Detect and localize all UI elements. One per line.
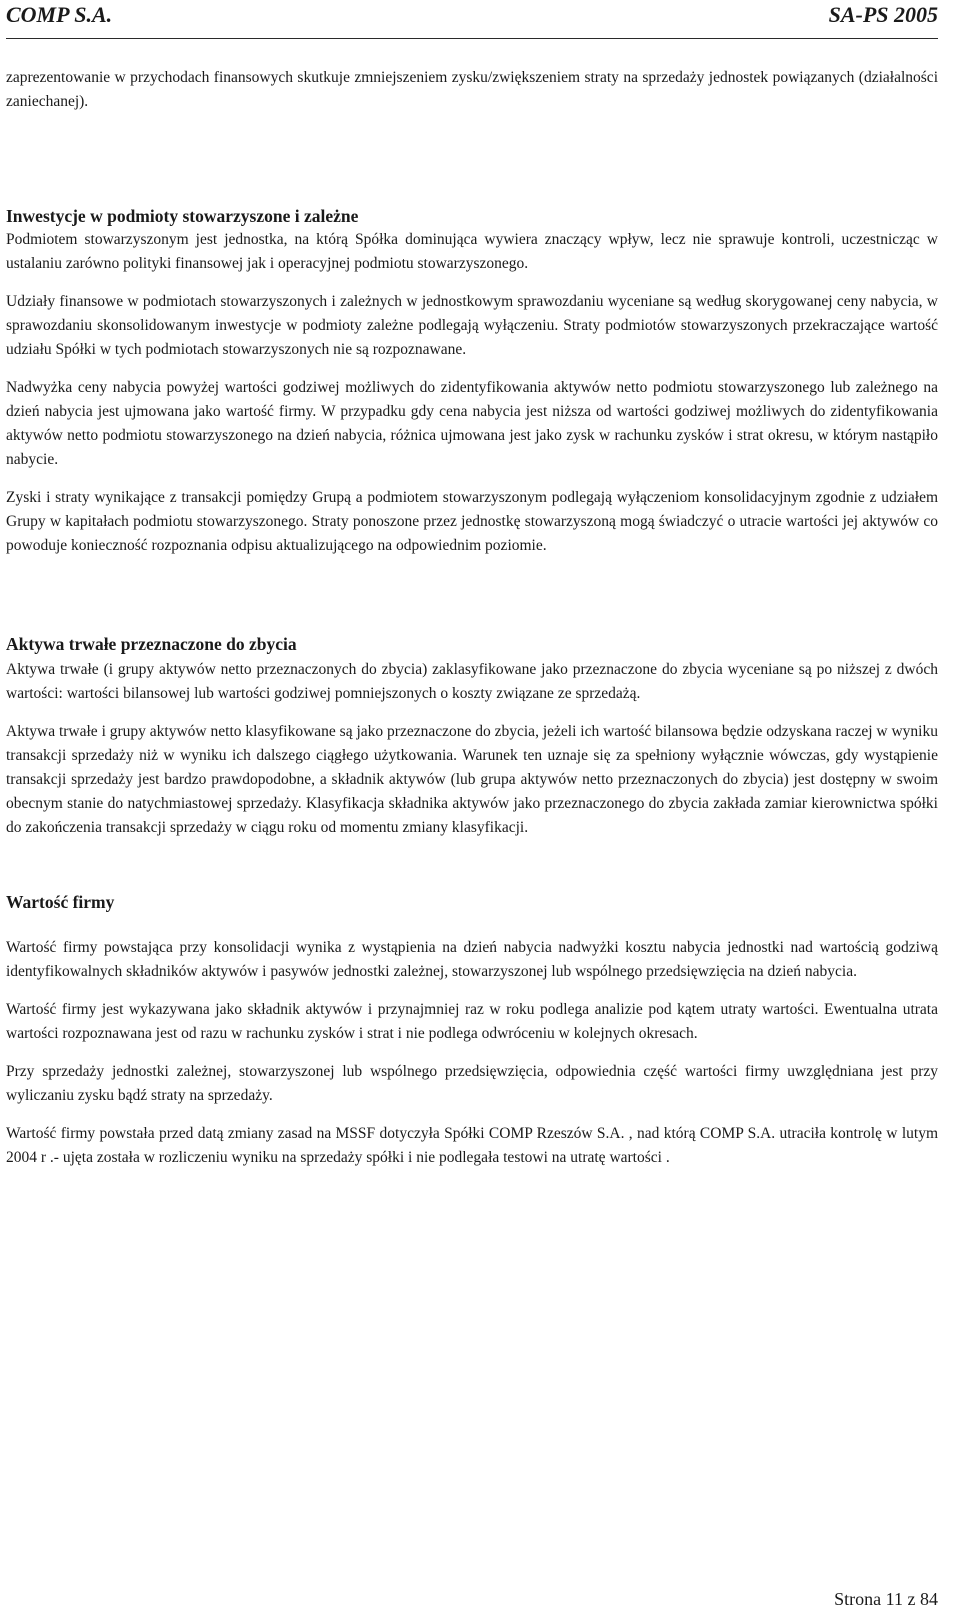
paragraph: Przy sprzedaży jednostki zależnej, stowarzyszonej lub wspólnego przedsięwzięcia, odpowiednia część wartości firmy uwzględniana jest przy wyliczaniu zysku bądź straty na sprzedaży.: [6, 1063, 938, 1104]
header-company: COMP S.A.: [6, 2, 113, 27]
section-title-investments: Inwestycje w podmioty stowarzyszone i zależne: [6, 206, 359, 226]
header-doc-ref: SA-PS 2005: [828, 2, 938, 27]
page-number: Strona 11 z 84: [834, 1589, 938, 1609]
section-goodwill: [6, 890, 938, 1170]
paragraph: Aktywa trwałe (i grupy aktywów netto przeznaczonych do zbycia) zaklasyfikowane jako przeznaczone do zbycia wyceniane są po niższej z dwóch wartości: wartości bilansowej lub wartości godziwej pomniejszonych o koszty związane ze sprzedażą.: [6, 661, 938, 702]
section-assets-for-sale: [6, 632, 938, 840]
section-title-goodwill: Wartość firmy: [6, 892, 115, 912]
paragraph: Nadwyżka ceny nabycia powyżej wartości godziwej możliwych do zidentyfikowania aktywów netto podmiotu stowarzyszonego lub zależnego na dzień nabycia jest ujmowana jako wartość firmy. W przypadku gdy cena nabycia jest niższa od wartości godziwej możliwych do zidentyfikowania aktywów netto podmiotu stowarzyszonego na dzień nabycia, różnica ujmowana jest jako zysk w rachunku zysków i strat okresu, w którym nastąpiło nabycie.: [6, 379, 938, 468]
paragraph: Podmiotem stowarzyszonym jest jednostka, na którą Spółka dominująca wywiera znaczący wpływ, lecz nie sprawuje kontroli, uczestnicząc w ustalaniu zarówno polityki finansowej jak i operacyjnej podmiotu stowarzyszonego.: [6, 231, 938, 272]
paragraph: Wartość firmy powstająca przy konsolidacji wynika z wystąpienia na dzień nabycia nadwyżki kosztu nabycia jednostki nad wartością godziwą identyfikowalnych składników aktywów i pasywów jednostki zależnej, stowarzyszonej lub wspólnego przedsięwzięcia na dzień nabycia.: [6, 939, 938, 980]
intro-paragraph: zaprezentowanie w przychodach finansowych skutkuje zmniejszeniem zysku/zwiększeniem straty na sprzedaży jednostek powiązanych (działalności zaniechanej).: [6, 69, 938, 110]
paragraph: Udziały finansowe w podmiotach stowarzyszonych i zależnych w jednostkowym sprawozdaniu wyceniane są według skorygowanej ceny nabycia, w sprawozdaniu skonsolidowanym inwestycje w podmioty zależne podlegają wyłączeniu. Straty podmiotów stowarzyszonych przekraczające wartość udziału Spółki w tych podmiotach stowarzyszonych nie są rozpoznawane.: [6, 293, 938, 358]
paragraph: Wartość firmy powstała przed datą zmiany zasad na MSSF dotyczyła Spółki COMP Rzeszów S.A. , nad którą COMP S.A. utraciła kontrolę w lutym 2004 r .- ujęta została w rozliczeniu wyniku na sprzedaży spółki i nie podlegała testowi na utratę wartości .: [6, 1125, 938, 1166]
paragraph: Zyski i straty wynikające z transakcji pomiędzy Grupą a podmiotem stowarzyszonym podlegają wyłączeniom konsolidacyjnym zgodnie z udziałem Grupy w kapitałach podmiotu stowarzyszonego. Straty ponoszone przez jednostkę stowarzyszoną mogą świadczyć o utracie wartości jej aktywów co powoduje konieczność rozpoznania odpisu aktualizującego na odpowiednim poziomie.: [6, 489, 938, 554]
section-investments: [6, 204, 938, 558]
paragraph: Wartość firmy jest wykazywana jako składnik aktywów i przynajmniej raz w roku podlega analizie pod kątem utraty wartości. Ewentualna utrata wartości rozpoznawana jest od razu w rachunku zysków i strat i nie podlega odwróceniu w kolejnych okresach.: [6, 1001, 938, 1042]
page-header: [6, 0, 938, 39]
section-title-assets-for-sale: Aktywa trwałe przeznaczone do zbycia: [6, 634, 297, 654]
document-body: [6, 66, 938, 1170]
paragraph: Aktywa trwałe i grupy aktywów netto klasyfikowane są jako przeznaczone do zbycia, jeżeli ich wartość bilansowa będzie odzyskana raczej w wyniku transakcji sprzedaży niż w wyniku ich dalszego ciągłego użytkowania. Warunek ten uznaje się za spełniony wyłącznie wówczas, gdy wystąpienie transakcji sprzedaży jest bardzo prawdopodobne, a składnik aktywów (lub grupa aktywów netto przeznaczonych do zbycia) jest dostępny w swoim obecnym stanie do natychmiastowej sprzedaży. Klasyfikacja składnika aktywów jako przeznaczonego do zbycia zakłada zamiar kierownictwa spółki do zakończenia transakcji sprzedaży w ciągu roku od momentu zmiany klasyfikacji.: [6, 723, 938, 836]
